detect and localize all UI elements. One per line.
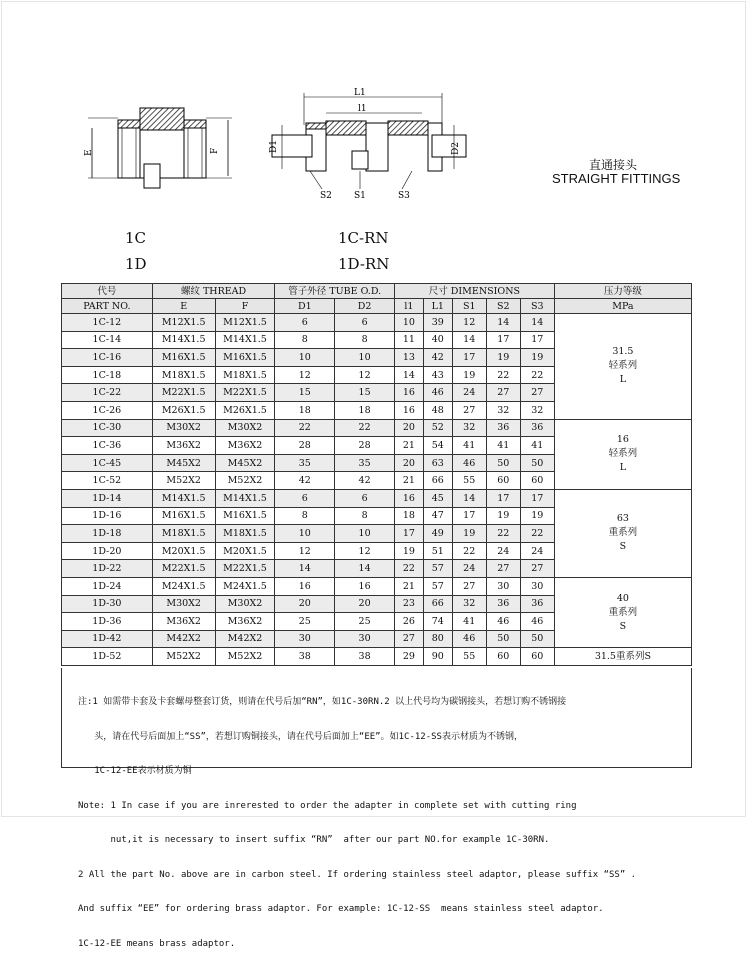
table-cell: 27 <box>520 560 554 578</box>
table-cell: 21 <box>395 437 424 455</box>
table-body <box>62 314 692 666</box>
table-cell: 14 <box>452 489 486 507</box>
code-1d: 1D <box>125 255 147 273</box>
table-cell: 14 <box>520 314 554 332</box>
table-cell: M14X1.5 <box>152 489 215 507</box>
pressure-class-cell <box>554 419 691 489</box>
note-line: 头，请在代号后面加上“SS”，若想订购铜接头，请在代号后面加上“EE”。如1C-12-SS表示材质为不锈钢， <box>78 731 523 742</box>
table-cell: 12 <box>452 314 486 332</box>
table-cell: M16X1.5 <box>152 349 215 367</box>
table-cell: 20 <box>395 419 424 437</box>
note-line: 1C-12-EE表示材质为铜 <box>78 766 192 776</box>
code-1c-rn: 1C-RN <box>338 229 389 247</box>
table-cell: 50 <box>520 454 554 472</box>
table-cell: 13 <box>395 349 424 367</box>
table-cell: 17 <box>486 489 520 507</box>
table-cell: 10 <box>275 349 335 367</box>
table-cell: 20 <box>395 454 424 472</box>
header-D1: D1 <box>275 299 335 314</box>
label-F: F <box>210 147 220 154</box>
table-cell: M42X2 <box>152 630 215 648</box>
table-cell: 60 <box>520 472 554 490</box>
part-number-cell: 1C-45 <box>62 454 153 472</box>
part-number-cell: 1C-36 <box>62 437 153 455</box>
table-cell: 24 <box>452 384 486 402</box>
label-l1-dim: l1 <box>358 104 367 114</box>
table-cell: 28 <box>335 437 395 455</box>
table-cell: 52 <box>423 419 452 437</box>
table-cell: 55 <box>452 648 486 666</box>
header-tube: 管子外径 TUBE O.D. <box>275 284 395 299</box>
table-cell: 46 <box>520 613 554 631</box>
notes-box <box>61 668 692 949</box>
table-cell: M30X2 <box>152 419 215 437</box>
pressure-class-cell <box>554 648 691 666</box>
part-number-cell: 1C-52 <box>62 472 153 490</box>
table-cell: 11 <box>395 331 424 349</box>
table-cell: 14 <box>335 560 395 578</box>
table-cell: 27 <box>395 630 424 648</box>
table-cell: 12 <box>335 542 395 560</box>
note-line: 注:1 如需带卡套及卡套螺母整套订货，则请在代号后加“RN”，如1C-30RN.2 以上代号均为碳钢接头，若想订购不锈钢接 <box>78 697 567 707</box>
table-cell: 57 <box>423 560 452 578</box>
table-cell: M30X2 <box>215 595 275 613</box>
table-cell: M45X2 <box>215 454 275 472</box>
table-cell: 8 <box>275 507 335 525</box>
table-cell: 30 <box>335 630 395 648</box>
table-cell: 22 <box>520 366 554 384</box>
part-number-cell: 1C-30 <box>62 419 153 437</box>
header-pressure: 压力等级 <box>554 284 691 299</box>
table-cell: 6 <box>335 489 395 507</box>
part-number-cell: 1C-12 <box>62 314 153 332</box>
table-cell: 36 <box>486 419 520 437</box>
table-cell: 27 <box>452 577 486 595</box>
header-S3: S3 <box>520 299 554 314</box>
part-number-cell: 1C-22 <box>62 384 153 402</box>
table-cell: 50 <box>486 454 520 472</box>
table-cell: 45 <box>423 489 452 507</box>
table-cell: 17 <box>486 331 520 349</box>
table-cell: 36 <box>486 595 520 613</box>
table-cell: M22X1.5 <box>152 384 215 402</box>
table-cell: 27 <box>486 560 520 578</box>
table-cell: 27 <box>486 384 520 402</box>
table-cell: M22X1.5 <box>215 384 275 402</box>
pressure-class-cell <box>554 577 691 647</box>
table-cell: M22X1.5 <box>215 560 275 578</box>
header-part-en: PART NO. <box>62 299 153 314</box>
table-cell: 17 <box>520 331 554 349</box>
pressure-line: S <box>619 541 627 553</box>
table-cell: 19 <box>486 349 520 367</box>
note-line: Note: 1 In case if you are inrerested to order the adapter in complete set with cutting ring <box>78 800 577 811</box>
table-cell: 12 <box>275 366 335 384</box>
table-cell: 42 <box>335 472 395 490</box>
table-cell: 25 <box>335 613 395 631</box>
table-cell: 10 <box>395 314 424 332</box>
table-cell: M14X1.5 <box>215 331 275 349</box>
pressure-line: 重系列 <box>608 527 638 539</box>
table-cell: 14 <box>395 366 424 384</box>
table-cell: 19 <box>486 507 520 525</box>
table-cell: 27 <box>520 384 554 402</box>
table-cell: 14 <box>275 560 335 578</box>
table-cell: M14X1.5 <box>152 331 215 349</box>
table-cell: 41 <box>452 437 486 455</box>
pressure-class-cell <box>554 314 691 420</box>
table-cell: 55 <box>452 472 486 490</box>
table-cell: 63 <box>423 454 452 472</box>
table-cell: 19 <box>520 349 554 367</box>
table-cell: M36X2 <box>152 437 215 455</box>
table-cell: 22 <box>486 525 520 543</box>
part-number-cell: 1D-52 <box>62 648 153 666</box>
table-cell: M30X2 <box>215 419 275 437</box>
table-cell: M36X2 <box>215 437 275 455</box>
label-S3: S3 <box>398 191 410 201</box>
table-cell: 30 <box>275 630 335 648</box>
label-D2: D2 <box>451 142 461 155</box>
table-cell: M52X2 <box>215 648 275 666</box>
title-chinese: 直通接头 <box>589 158 638 172</box>
table-cell: 41 <box>452 613 486 631</box>
table-cell: 28 <box>275 437 335 455</box>
table-cell: 41 <box>520 437 554 455</box>
table-cell: 15 <box>335 384 395 402</box>
table-cell: 42 <box>423 349 452 367</box>
table-cell: M26X1.5 <box>152 401 215 419</box>
table-cell: 18 <box>335 401 395 419</box>
table-cell: M18X1.5 <box>152 366 215 384</box>
pressure-line: S <box>619 620 627 632</box>
part-number-cell: 1D-30 <box>62 595 153 613</box>
table-cell: 19 <box>520 507 554 525</box>
table-cell: M45X2 <box>152 454 215 472</box>
table-cell: 35 <box>335 454 395 472</box>
table-cell: M14X1.5 <box>215 489 275 507</box>
label-S2: S2 <box>320 191 332 201</box>
table-cell: 18 <box>395 507 424 525</box>
code-1c: 1C <box>125 229 147 247</box>
table-cell: M52X2 <box>215 472 275 490</box>
pressure-line: 31.5 <box>612 346 634 358</box>
table-cell: 38 <box>335 648 395 666</box>
table-cell: 74 <box>423 613 452 631</box>
pressure-class-cell <box>554 489 691 577</box>
table-cell: 32 <box>452 419 486 437</box>
header-F: F <box>215 299 275 314</box>
table-row <box>62 648 692 666</box>
header-part-cn: 代号 <box>62 284 153 299</box>
code-1d-rn: 1D-RN <box>338 255 390 273</box>
pressure-line: 63 <box>616 513 629 525</box>
label-E: E <box>84 149 94 156</box>
note-line: 2 All the part No. above are in carbon steel. If ordering stainless steel adaptor, please suffix “SS” . <box>78 869 637 880</box>
table-cell: 22 <box>335 419 395 437</box>
table-cell: M16X1.5 <box>215 507 275 525</box>
table-cell: 66 <box>423 472 452 490</box>
part-number-cell: 1D-36 <box>62 613 153 631</box>
table-cell: 22 <box>452 542 486 560</box>
pressure-line: L <box>619 374 627 386</box>
table-cell: M42X2 <box>215 630 275 648</box>
table-cell: 36 <box>520 595 554 613</box>
pressure-line: 轻系列 <box>608 448 638 460</box>
table-cell: 46 <box>486 613 520 631</box>
table-cell: 29 <box>395 648 424 666</box>
table-cell: M52X2 <box>152 472 215 490</box>
table-cell: M24X1.5 <box>215 577 275 595</box>
table-cell: 25 <box>275 613 335 631</box>
header-pressure-unit: MPa <box>554 299 691 314</box>
table-cell: 46 <box>452 454 486 472</box>
table-cell: 39 <box>423 314 452 332</box>
table-cell: 19 <box>395 542 424 560</box>
specification-table <box>61 283 692 666</box>
table-cell: M36X2 <box>215 613 275 631</box>
header-dimensions: 尺寸 DIMENSIONS <box>395 284 555 299</box>
table-cell: M22X1.5 <box>152 560 215 578</box>
table-cell: 16 <box>395 401 424 419</box>
table-cell: 12 <box>275 542 335 560</box>
table-cell: 19 <box>452 525 486 543</box>
table-cell: 22 <box>395 560 424 578</box>
table-cell: 51 <box>423 542 452 560</box>
table-cell: 46 <box>423 384 452 402</box>
table-cell: 32 <box>520 401 554 419</box>
table-cell: 54 <box>423 437 452 455</box>
table-cell: 26 <box>395 613 424 631</box>
part-number-cell: 1D-18 <box>62 525 153 543</box>
table-cell: M30X2 <box>152 595 215 613</box>
table-cell: 50 <box>486 630 520 648</box>
table-cell: 41 <box>486 437 520 455</box>
pressure-line: L <box>619 462 627 474</box>
table-cell: M16X1.5 <box>215 349 275 367</box>
table-cell: M18X1.5 <box>152 525 215 543</box>
table-cell: 60 <box>486 648 520 666</box>
table-cell: M16X1.5 <box>152 507 215 525</box>
table-cell: 32 <box>452 595 486 613</box>
table-cell: 18 <box>275 401 335 419</box>
part-number-cell: 1C-18 <box>62 366 153 384</box>
table-cell: 90 <box>423 648 452 666</box>
fitting-drawing-left <box>82 98 242 198</box>
header-E: E <box>152 299 215 314</box>
pressure-line: 40 <box>616 592 629 604</box>
table-cell: 17 <box>452 349 486 367</box>
table-cell: M18X1.5 <box>215 525 275 543</box>
table-cell: 27 <box>452 401 486 419</box>
table-cell: 22 <box>520 525 554 543</box>
table-cell: 42 <box>275 472 335 490</box>
table-cell: 22 <box>275 419 335 437</box>
table-cell: 8 <box>335 331 395 349</box>
table-cell: 16 <box>395 384 424 402</box>
table-cell: 21 <box>395 577 424 595</box>
table-cell: 38 <box>275 648 335 666</box>
table-cell: 80 <box>423 630 452 648</box>
pressure-line: 31.5重系列S <box>594 650 651 662</box>
header-L1: L1 <box>423 299 452 314</box>
table-cell: 10 <box>275 525 335 543</box>
part-number-cell: 1C-14 <box>62 331 153 349</box>
table-cell: 30 <box>486 577 520 595</box>
table-cell: 60 <box>486 472 520 490</box>
table-cell: 20 <box>275 595 335 613</box>
table-cell: 6 <box>275 314 335 332</box>
table-cell: 48 <box>423 401 452 419</box>
part-number-cell: 1D-14 <box>62 489 153 507</box>
note-line: And suffix “EE” for ordering brass adaptor. For example: 1C-12-SS means stainless steel adaptor. <box>78 904 604 914</box>
table-cell: M12X1.5 <box>152 314 215 332</box>
table-cell: 21 <box>395 472 424 490</box>
table-cell: 16 <box>275 577 335 595</box>
table-cell: 16 <box>335 577 395 595</box>
pressure-line: 16 <box>616 434 629 446</box>
table-row <box>62 419 692 437</box>
table-cell: 66 <box>423 595 452 613</box>
table-cell: 32 <box>486 401 520 419</box>
header-l1: l1 <box>395 299 424 314</box>
table-cell: 15 <box>275 384 335 402</box>
pressure-line: 轻系列 <box>608 360 638 372</box>
part-number-cell: 1D-20 <box>62 542 153 560</box>
table-cell: M20X1.5 <box>215 542 275 560</box>
table-cell: 19 <box>452 366 486 384</box>
table-cell: 49 <box>423 525 452 543</box>
table-cell: 22 <box>486 366 520 384</box>
note-line: nut,it is necessary to insert suffix “RN” after our part NO.for example 1C-30RN. <box>78 835 550 845</box>
table-cell: 6 <box>335 314 395 332</box>
table-cell: 17 <box>395 525 424 543</box>
table-cell: 17 <box>452 507 486 525</box>
table-cell: 24 <box>520 542 554 560</box>
table-row <box>62 489 692 507</box>
table-cell: 23 <box>395 595 424 613</box>
table-cell: 40 <box>423 331 452 349</box>
table-cell: 17 <box>520 489 554 507</box>
header-D2: D2 <box>335 299 395 314</box>
table-cell: 14 <box>486 314 520 332</box>
table-row <box>62 314 692 332</box>
table-cell: M20X1.5 <box>152 542 215 560</box>
table-cell: 35 <box>275 454 335 472</box>
table-cell: 46 <box>452 630 486 648</box>
header-S2: S2 <box>486 299 520 314</box>
table-cell: M52X2 <box>152 648 215 666</box>
part-number-cell: 1C-26 <box>62 401 153 419</box>
table-cell: 43 <box>423 366 452 384</box>
table-cell: 10 <box>335 349 395 367</box>
table-cell: M26X1.5 <box>215 401 275 419</box>
pressure-line: 重系列 <box>608 606 638 618</box>
part-number-cell: 1D-42 <box>62 630 153 648</box>
table-cell: 57 <box>423 577 452 595</box>
table-cell: 6 <box>275 489 335 507</box>
table-cell: 12 <box>335 366 395 384</box>
table-cell: M36X2 <box>152 613 215 631</box>
table-cell: 8 <box>335 507 395 525</box>
part-number-cell: 1D-16 <box>62 507 153 525</box>
table-cell: 16 <box>395 489 424 507</box>
label-S1: S1 <box>354 191 366 201</box>
part-number-cell: 1D-22 <box>62 560 153 578</box>
table-cell: 14 <box>452 331 486 349</box>
table-row <box>62 577 692 595</box>
header-S1: S1 <box>452 299 486 314</box>
table-cell: 24 <box>452 560 486 578</box>
fitting-drawing-right <box>262 85 472 203</box>
table-cell: 20 <box>335 595 395 613</box>
label-D1: D1 <box>269 140 279 153</box>
table-cell: 36 <box>520 419 554 437</box>
table-cell: 8 <box>275 331 335 349</box>
part-number-cell: 1D-24 <box>62 577 153 595</box>
table-cell: 47 <box>423 507 452 525</box>
table-cell: 60 <box>520 648 554 666</box>
part-number-cell: 1C-16 <box>62 349 153 367</box>
header-thread: 螺纹 THREAD <box>152 284 275 299</box>
title-english: STRAIGHT FITTINGS <box>552 171 681 186</box>
table-cell: 10 <box>335 525 395 543</box>
note-line: 1C-12-EE means brass adaptor. <box>78 938 236 949</box>
table-cell: M12X1.5 <box>215 314 275 332</box>
table-cell: M24X1.5 <box>152 577 215 595</box>
table-cell: M18X1.5 <box>215 366 275 384</box>
table-cell: 24 <box>486 542 520 560</box>
label-L1: L1 <box>354 88 366 98</box>
table-cell: 30 <box>520 577 554 595</box>
table-cell: 50 <box>520 630 554 648</box>
